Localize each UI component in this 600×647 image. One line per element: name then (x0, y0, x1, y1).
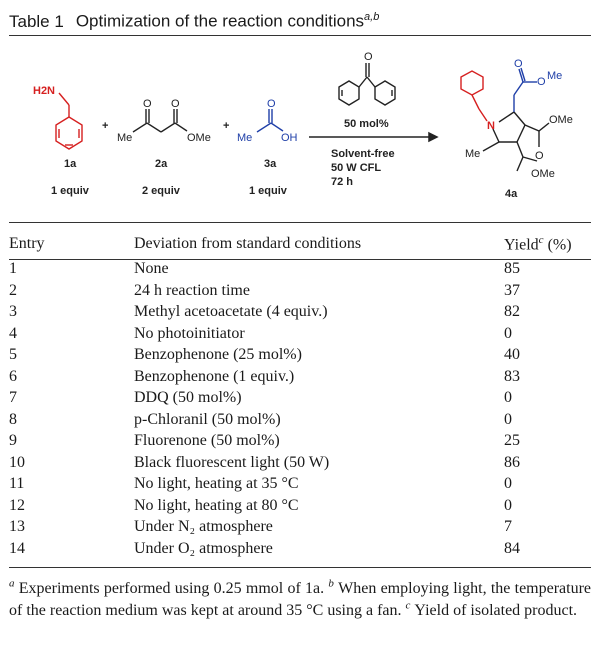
cell-entry: 7 (9, 389, 17, 406)
header-yield-label: Yield (504, 236, 539, 254)
acetic-acid-structure (257, 109, 283, 132)
top-rule (9, 35, 591, 36)
header-entry: Entry (9, 235, 45, 252)
table-bottom-rule (9, 567, 591, 568)
cell-deviation: Benzophenone (1 equiv.) (134, 367, 295, 385)
header-deviation: Deviation from standard conditions (134, 235, 362, 252)
cell-entry: 8 (9, 410, 17, 428)
header-rule (9, 259, 591, 260)
optimization-table (9, 230, 591, 559)
cell-yield: 37 (504, 281, 520, 299)
oxygen-label: O (143, 98, 152, 110)
reaction-arrow (309, 133, 437, 141)
cell-entry: 6 (9, 367, 17, 385)
plus-sign-2: + (223, 120, 230, 132)
caption-footnote-marks: a,b (364, 11, 380, 23)
header-yield-unit: (%) (547, 236, 572, 254)
3a-methyl-label: Me (237, 132, 253, 144)
table-row (9, 430, 591, 452)
header-row (9, 230, 591, 258)
cell-entry: 5 (9, 346, 17, 363)
3a-hydroxyl-label: OH (281, 132, 298, 144)
cell-deviation: No light, heating at 35 °C (134, 475, 299, 492)
product-nitrogen: N (487, 120, 495, 132)
cell-yield: 0 (504, 496, 512, 514)
cell-entry: 13 (9, 518, 25, 535)
cell-yield: 0 (504, 324, 512, 342)
compound-3a-label: 3a (264, 158, 277, 170)
table-row (9, 258, 591, 280)
footnote-a-text: Experiments performed using 0.25 mmol of 1a. (18, 580, 325, 597)
amine-group-label: H2N (33, 85, 56, 97)
condition-solvent: Solvent-free (331, 148, 395, 160)
reaction-scheme-drawing (9, 37, 591, 219)
cell-entry: 4 (9, 324, 17, 342)
oxygen-label: O (171, 98, 180, 110)
footnote-b-text: When employing light, the temperature of the reaction medium was kept at around 35 °C using a fan. (9, 580, 592, 619)
table-row (9, 409, 591, 431)
table-row (9, 323, 591, 345)
oxygen-label: O (267, 98, 276, 110)
cell-deviation: No light, heating at 80 °C (134, 496, 299, 514)
benzylamine-structure (56, 93, 82, 149)
cell-entry: 3 (9, 303, 17, 320)
cell-entry: 11 (9, 475, 25, 492)
oxygen-label: O (535, 150, 544, 162)
cell-entry: 9 (9, 432, 17, 449)
cell-deviation: Black fluorescent light (50 W) (134, 453, 330, 471)
product-methoxy-right: OMe (549, 114, 573, 126)
table-row (9, 344, 591, 366)
cell-yield: 86 (504, 453, 520, 471)
cell-entry: 14 (9, 539, 25, 557)
footnote-c-text: Yield of isolated product. (414, 602, 578, 619)
table-row (9, 366, 591, 388)
compound-1a-label: 1a (64, 158, 77, 170)
compound-3a-equiv: 1 equiv (249, 185, 287, 197)
benzophenone-structure (339, 63, 395, 105)
table-row (9, 301, 591, 323)
cell-yield: 0 (504, 475, 512, 492)
cell-deviation: Methyl acetoacetate (4 equiv.) (134, 303, 328, 320)
footnote-a-mark: a (9, 577, 15, 590)
footnote-b-mark: b (328, 577, 334, 590)
table-caption: Optimization of the reaction conditions (75, 11, 365, 31)
table-row (9, 495, 591, 517)
footnote-c-mark: c (405, 599, 411, 612)
cell-deviation: No photoinitiator (134, 324, 245, 342)
table-title (9, 2, 379, 32)
compound-4a-label: 4a (505, 188, 518, 200)
cell-yield: 0 (504, 389, 512, 406)
footnotes (9, 578, 591, 622)
cell-deviation: 24 h reaction time (134, 281, 250, 299)
2a-methyl-label: Me (117, 132, 133, 144)
condition-time: 72 h (331, 176, 354, 188)
2a-methoxy-label: OMe (187, 132, 211, 144)
reaction-scheme (9, 37, 591, 219)
table-row (9, 387, 591, 409)
cell-deviation: Benzophenone (25 mol%) (134, 346, 302, 363)
header-yield (504, 230, 591, 258)
cell-yield: 25 (504, 432, 520, 449)
condition-light: 50 W CFL (331, 162, 382, 174)
cell-yield: 83 (504, 367, 520, 385)
table-row (9, 538, 591, 560)
cell-yield: 0 (504, 410, 512, 428)
compound-1a-equiv: 1 equiv (51, 185, 89, 197)
product-methyl-left: Me (465, 148, 481, 160)
cell-entry: 1 (9, 260, 17, 277)
compound-2a-label: 2a (155, 158, 168, 170)
header-yield-footnote: c (538, 233, 544, 246)
oxygen-label: O (364, 51, 373, 63)
cell-entry: 12 (9, 496, 25, 514)
cell-deviation: Fluorenone (50 mol%) (134, 432, 280, 449)
methyl-acetoacetate-structure (133, 109, 187, 132)
cell-entry: 2 (9, 281, 17, 299)
cell-yield: 85 (504, 260, 520, 277)
table-row (9, 473, 591, 495)
cell-yield: 40 (504, 346, 520, 363)
product-methyl-top: Me (547, 70, 563, 82)
cell-yield: 82 (504, 303, 520, 320)
cell-deviation: Under O₂ atmosphere (134, 539, 273, 557)
table-row (9, 280, 591, 302)
table-row (9, 452, 591, 474)
scheme-bottom-rule (9, 222, 591, 223)
catalyst-loading: 50 mol% (344, 118, 389, 130)
compound-2a-equiv: 2 equiv (142, 185, 180, 197)
cell-deviation: p-Chloranil (50 mol%) (134, 410, 281, 428)
cell-deviation: DDQ (50 mol%) (134, 389, 242, 406)
plus-sign-1: + (102, 120, 109, 132)
cell-deviation: None (134, 260, 169, 277)
oxygen-label: O (537, 76, 546, 88)
cell-entry: 10 (9, 453, 25, 471)
table-number: Table 1 (9, 11, 64, 31)
cell-yield: 84 (504, 539, 520, 557)
oxygen-label: O (514, 58, 523, 70)
cell-yield: 7 (504, 518, 512, 535)
table-row (9, 516, 591, 538)
cell-deviation: Under N₂ atmosphere (134, 518, 273, 535)
product-methoxy-bottom: OMe (531, 168, 555, 180)
